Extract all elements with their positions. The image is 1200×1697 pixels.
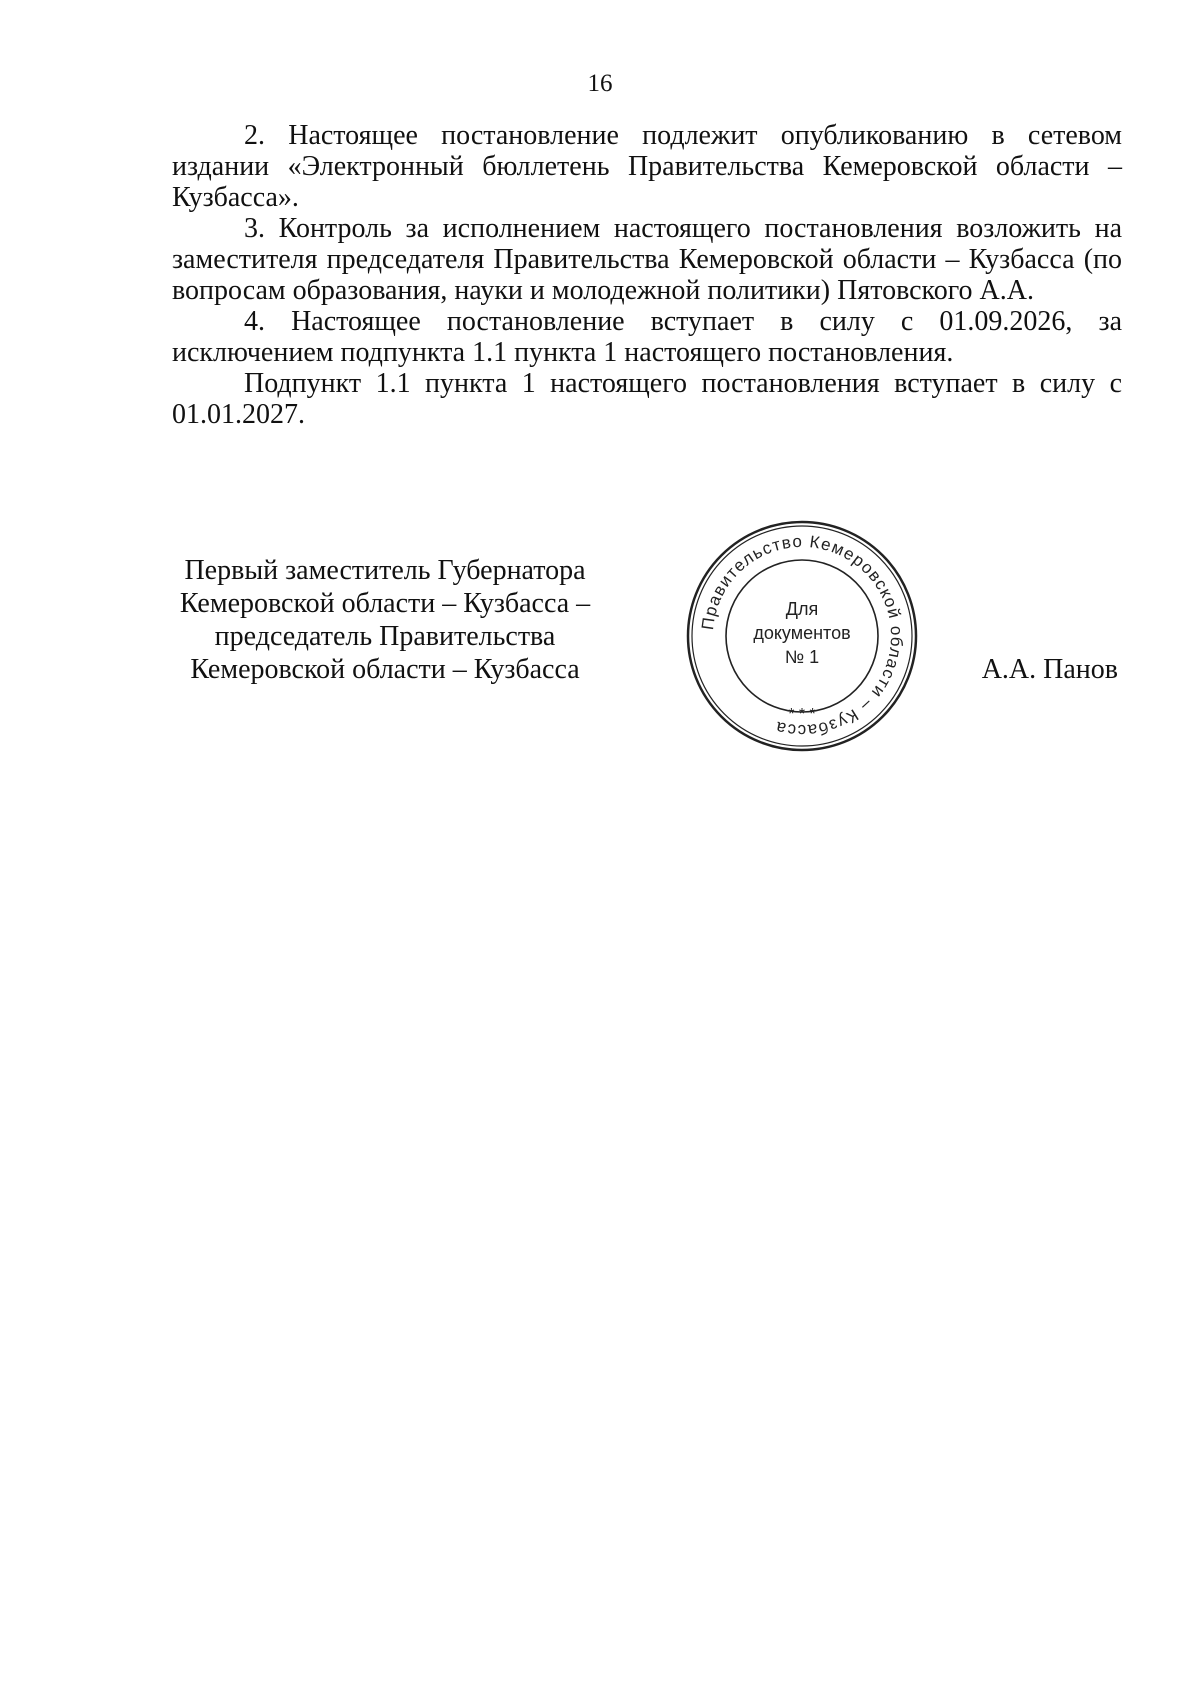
paragraph-publication: 2. Настоящее постановление подлежит опубликованию в сетевом издании «Электронный бюллетень Правительства Кемеровской области – Кузбасса». xyxy=(172,120,1122,213)
position-line: Первый заместитель Губернатора xyxy=(184,555,586,586)
seal-stars: * * * xyxy=(788,706,816,723)
seal-center-line: № 1 xyxy=(784,647,820,667)
position-line: Кемеровской области – Кузбасса xyxy=(190,654,580,685)
paragraph-subpoint-effective-date: Подпункт 1.1 пункта 1 настоящего постановления вступает в силу с 01.01.2027. xyxy=(172,368,1122,430)
page-number: 16 xyxy=(587,70,613,97)
document-body xyxy=(172,120,1122,430)
signer-name: А.А. Панов xyxy=(981,654,1118,685)
official-seal xyxy=(684,518,920,754)
signatory-position xyxy=(150,554,620,686)
paragraph-effective-date: 4. Настоящее постановление вступает в силу с 01.09.2026, за исключением подпункта 1.1 пункта 1 настоящего постановления. xyxy=(172,306,1122,368)
seal-center-line: документов xyxy=(753,623,851,643)
seal-ring-textpath: Правительство Кемеровской области – Кузбасса xyxy=(698,531,907,741)
position-line: председатель Правительства xyxy=(214,621,556,652)
seal-center-line: Для xyxy=(785,599,819,619)
position-line: Кемеровской области – Кузбасса – xyxy=(179,588,591,619)
paragraph-control: 3. Контроль за исполнением настоящего постановления возложить на заместителя председателя Правительства Кемеровской области – Кузбасса (по вопросам образования, науки и молодежной политики) Пятовского А.А. xyxy=(172,213,1122,306)
